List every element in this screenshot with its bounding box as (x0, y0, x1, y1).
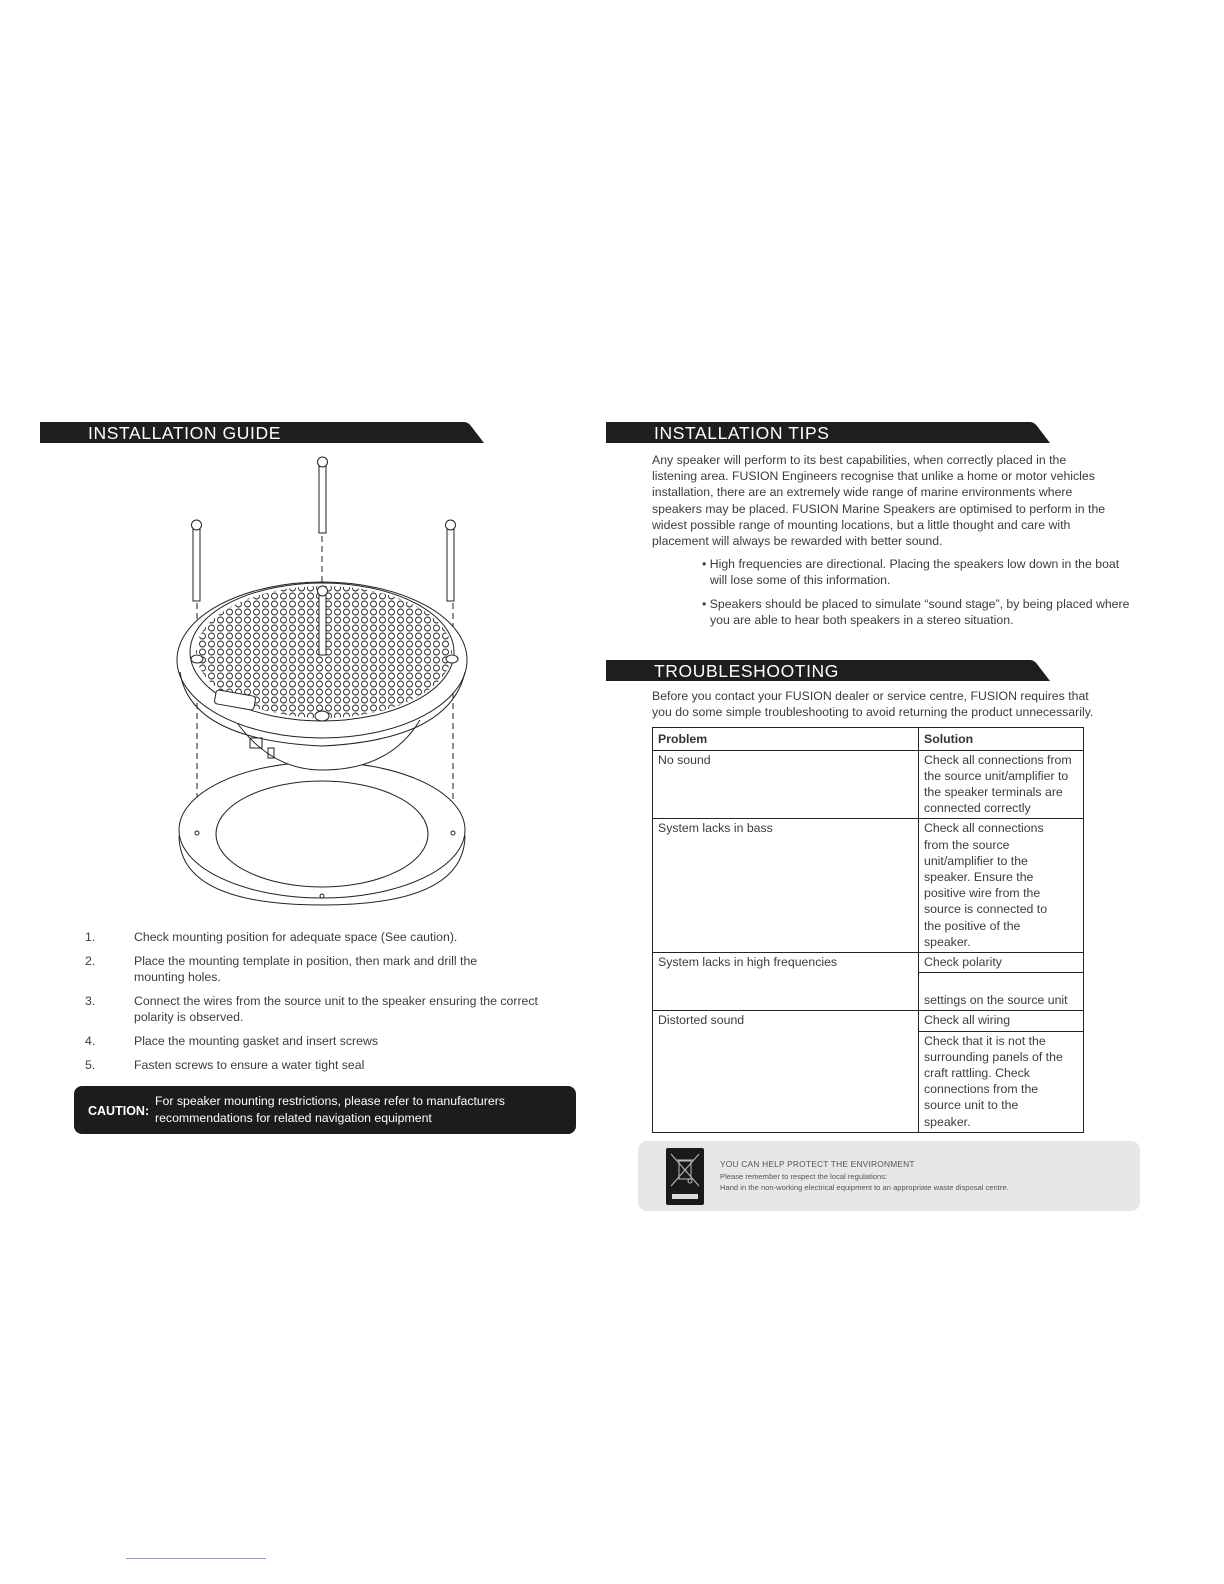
solution-cell: Check all connections from the source unit/amplifier to the speaker. Ensure the positive wire from the source is connected to the positive of the speaker. (919, 819, 1084, 953)
solution-cell: Check all wiring (919, 1011, 1084, 1031)
header-title: INSTALLATION TIPS (654, 423, 830, 443)
problem-cell: System lacks in high frequencies (653, 953, 919, 1011)
step-text: Connect the wires from the source unit to the speaker ensuring the correct polarity is observed. (134, 994, 538, 1024)
caution-line: recommendations for related navigation equipment (155, 1110, 432, 1125)
environment-line: Hand in the non-working electrical equipment to an appropriate waste disposal centre. (720, 1182, 1009, 1192)
table-header-row (653, 728, 1084, 750)
troubleshooting-section (652, 688, 1112, 1211)
troubleshooting-table (652, 727, 1084, 1132)
step-text: Check mounting position for adequate space (See caution). (134, 930, 458, 944)
step-number: 5. (85, 1058, 96, 1072)
tips-section (652, 452, 1130, 628)
problem-cell: Distorted sound (653, 1011, 919, 1132)
problem-cell: System lacks in bass (653, 819, 919, 953)
tips-bullet: • Speakers should be placed to simulate “sound stage”, by being placed where you are able to hear both speakers in a stereo situation. (702, 596, 1130, 627)
environment-title: YOU CAN HELP PROTECT THE ENVIRONMENT (720, 1158, 915, 1169)
step-number: 3. (85, 994, 96, 1008)
footer-rule (126, 1558, 266, 1559)
table-row (653, 953, 1084, 973)
environment-line: Please remember to respect the local regulations: (720, 1171, 888, 1181)
weee-crossed-bin-icon (666, 1148, 704, 1205)
troubleshooting-header (606, 660, 1050, 681)
table-row (653, 819, 1084, 953)
bullet-text: Speakers should be placed to simulate “sound stage”, by being placed where you are able to hear both speakers in a stereo situation. (709, 596, 1130, 627)
installation-tips-header (606, 422, 1050, 443)
step-text: Place the mounting gasket and insert screws (134, 1034, 379, 1048)
column-header: Solution (919, 728, 1084, 750)
step-text: Fasten screws to ensure a water tight seal (134, 1058, 365, 1072)
tips-bullet: • High frequencies are directional. Placing the speakers low down in the boat will lose some of this information. (702, 557, 1120, 588)
speaker-installation-illustration (0, 0, 600, 920)
environment-notice (638, 1141, 1140, 1211)
troubleshooting-intro: Before you contact your FUSION dealer or service centre, FUSION requires that you do some simple troubleshooting to avoid returning the product unnecessarily. (652, 689, 1094, 720)
caution-message (155, 1093, 570, 1126)
tips-intro: Any speaker will perform to its best capabilities, when correctly placed in the listening area. FUSION Engineers recognise that unlike a home or motor vehicles installation, there are an extremely wide range of marine environments where speakers may be placed. FUSION Marine Speakers are optimised to perform in the widest possible range of mounting locations, but a little thought and care with placement will always be rewarded with better sound. (652, 453, 1106, 549)
table-row (653, 1011, 1084, 1031)
solution-cell: Check that it is not the surrounding panels of the craft rattling. Check connections from the source unit to the speaker. (919, 1031, 1084, 1132)
step-number: 2. (85, 954, 96, 968)
step-text: Place the mounting template in position, then mark and drill the mounting holes. (134, 954, 478, 984)
table-row (653, 750, 1084, 819)
bullet-text: High frequencies are directional. Placing the speakers low down in the boat will lose some of this information. (709, 557, 1120, 588)
step-number: 1. (85, 930, 96, 944)
column-header: Problem (653, 728, 919, 750)
caution-label: CAUTION: (88, 1104, 150, 1118)
step-number: 4. (85, 1034, 96, 1048)
solution-cell: settings on the source unit (919, 973, 1084, 1011)
solution-cell: Check polarity (919, 953, 1084, 973)
caution-line: For speaker mounting restrictions, please refer to manufacturers (155, 1094, 505, 1108)
header-title: TROUBLESHOOTING (654, 661, 839, 681)
problem-cell: No sound (653, 750, 919, 819)
header-title: INSTALLATION GUIDE (88, 423, 281, 443)
caution-box (74, 1086, 576, 1134)
solution-cell: Check all connections from the source unit/amplifier to the speaker terminals are connected correctly (919, 750, 1084, 819)
